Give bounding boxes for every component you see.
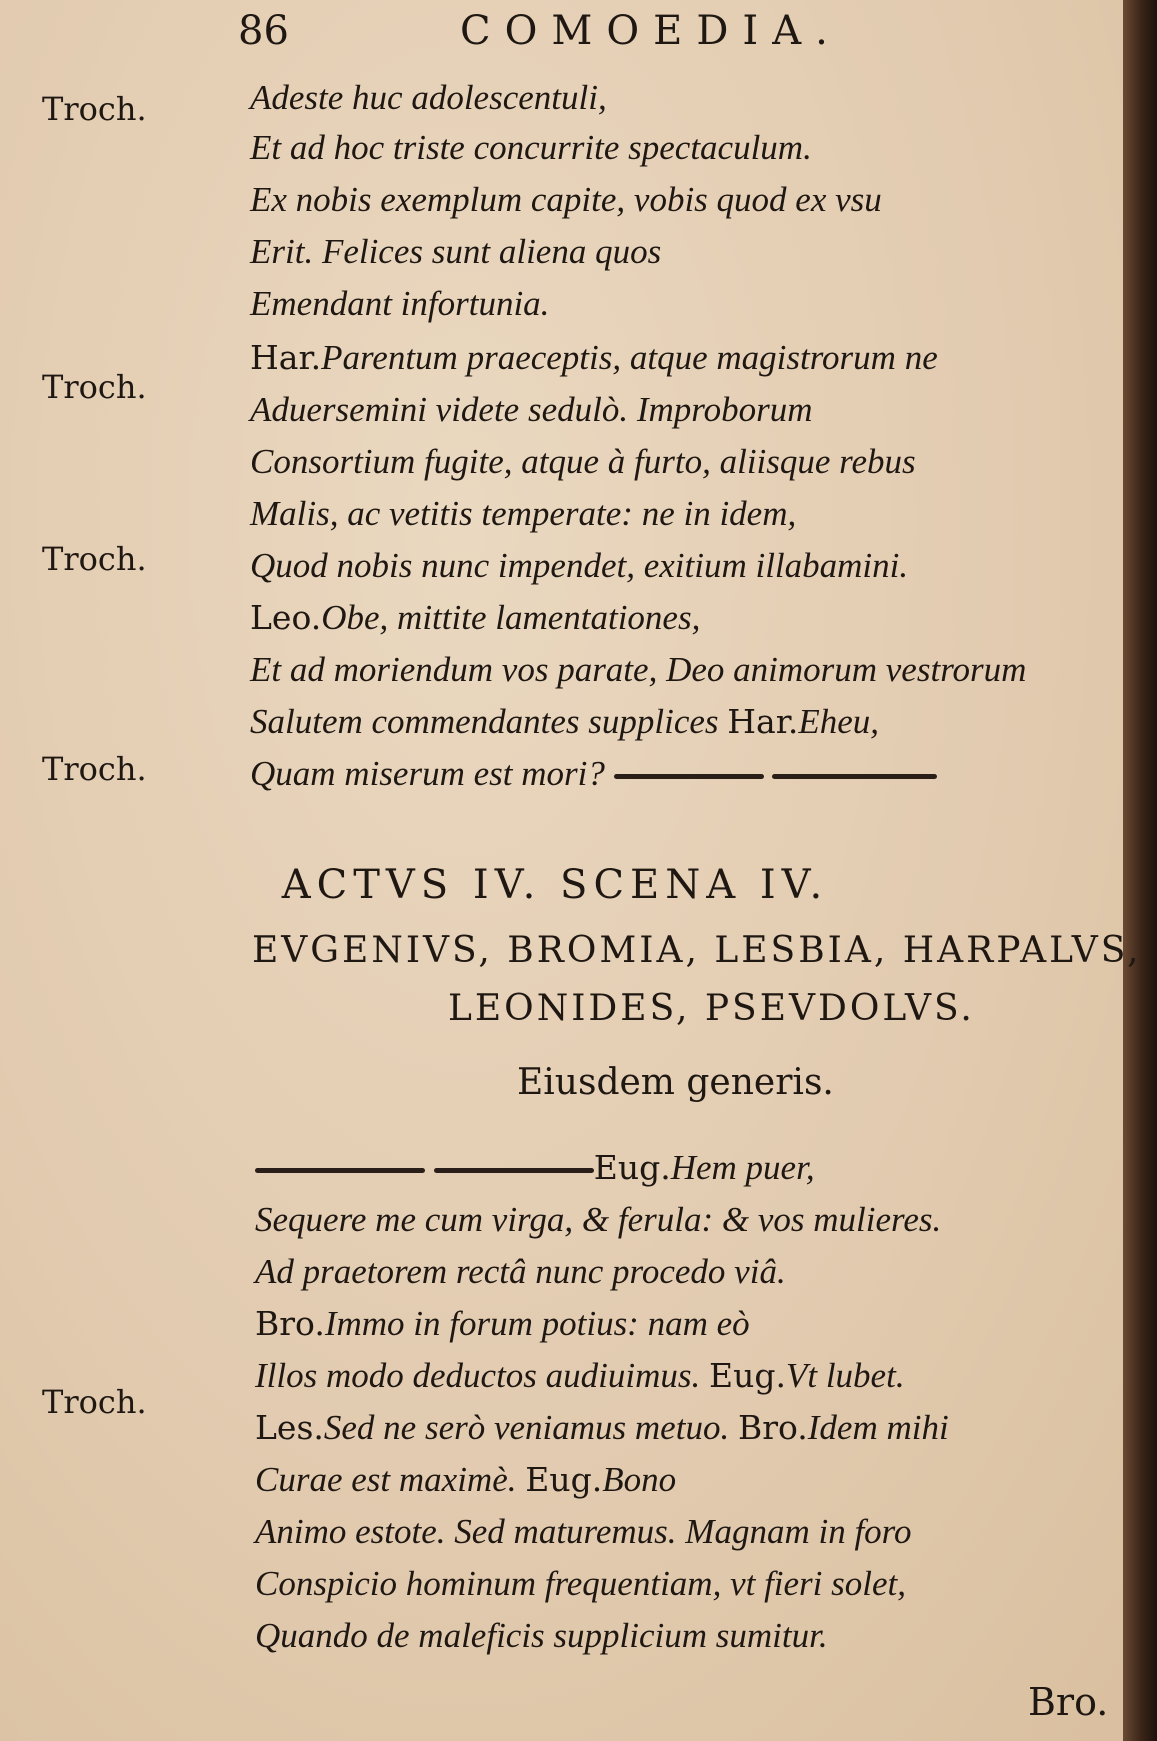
dash-rule [255, 1168, 425, 1173]
verse-line: Animo estote. Sed maturemus. Magnam in foro [255, 1512, 912, 1551]
margin-note: Troch. [42, 750, 147, 788]
verse-line: Et ad hoc triste concurrite spectaculum. [250, 128, 812, 167]
speaker-label: Har. [727, 702, 799, 741]
verse-line: Ad praetorem rectâ nunc procedo viâ. [255, 1252, 786, 1291]
verse-line: Et ad moriendum vos parate, Deo animorum vestrorum [250, 650, 1027, 689]
verse-line: Leo.Obe, mittite lamentationes, [250, 598, 701, 637]
speaker-label: Eug. [709, 1356, 786, 1395]
page-number: 86 [238, 8, 289, 54]
catchword: Bro. [1028, 1680, 1109, 1724]
dash-rule [434, 1168, 594, 1173]
persons-list: EVGENIVS, BROMIA, LESBIA, HARPALVS, [252, 930, 1142, 971]
verse-line: Malis, ac vetitis temperate: ne in idem, [250, 494, 797, 533]
dash-rule [772, 774, 937, 779]
verse-line: Emendant infortunia. [250, 284, 550, 323]
speaker-label: Har. [250, 338, 322, 377]
margin-note: Troch. [42, 1383, 147, 1421]
verse-line: Bro.Immo in forum potius: nam eò [255, 1304, 750, 1343]
verse-line: Consortium fugite, atque à furto, aliisque rebus [250, 442, 916, 481]
verse-line: Salutem commendantes supplices Har.Eheu, [250, 702, 880, 741]
verse-line: Les.Sed ne serò veniamus metuo. Bro.Idem mihi [255, 1408, 949, 1447]
margin-note: Troch. [42, 368, 147, 406]
speaker-label: Bro. [255, 1304, 325, 1343]
speaker-label: Eug. [593, 1148, 671, 1187]
verse-line: Sequere me cum virga, & ferula: & vos mulieres. [255, 1200, 942, 1239]
speaker-label: Eug. [525, 1460, 603, 1499]
margin-note: Troch. [42, 540, 147, 578]
speaker-label: Les. [255, 1408, 324, 1447]
persons-list: LEONIDES, PSEVDOLVS. [448, 988, 975, 1029]
verse-line: Quando de maleficis supplicium sumitur. [255, 1616, 828, 1655]
verse-line: Curae est maximè. Eug.Bono [255, 1460, 677, 1499]
dash-rule [614, 774, 764, 779]
speaker-label: Leo. [250, 598, 322, 637]
verse-line: Quod nobis nunc impendet, exitium illabamini. [250, 546, 909, 585]
verse-line: Ex nobis exemplum capite, vobis quod ex vsu [250, 180, 882, 219]
verse-line: Illos modo deductos audiuimus. Eug.Vt lubet. [255, 1356, 905, 1395]
scene-subheading: Eiusdem generis. [517, 1062, 834, 1103]
verse-line: Quam miserum est mori? [250, 754, 937, 794]
verse-line: Erit. Felices sunt aliena quos [250, 232, 662, 271]
binding-edge [1123, 0, 1157, 1741]
verse-line: Conspicio hominum frequentiam, vt fieri solet, [255, 1564, 907, 1603]
verse-line: Adeste huc adolescentuli, [250, 78, 607, 117]
verse-line: Aduersemini videte sedulò. Improborum [250, 390, 813, 429]
speaker-label: Bro. [737, 1408, 808, 1447]
margin-note: Troch. [42, 90, 147, 128]
verse-line: Har.Parentum praeceptis, atque magistrorum ne [250, 338, 938, 377]
verse-line: Eug.Hem puer, [255, 1148, 815, 1188]
running-title: COMOEDIA. [460, 8, 842, 54]
scene-heading: ACTVS IV. SCENA IV. [281, 862, 829, 908]
